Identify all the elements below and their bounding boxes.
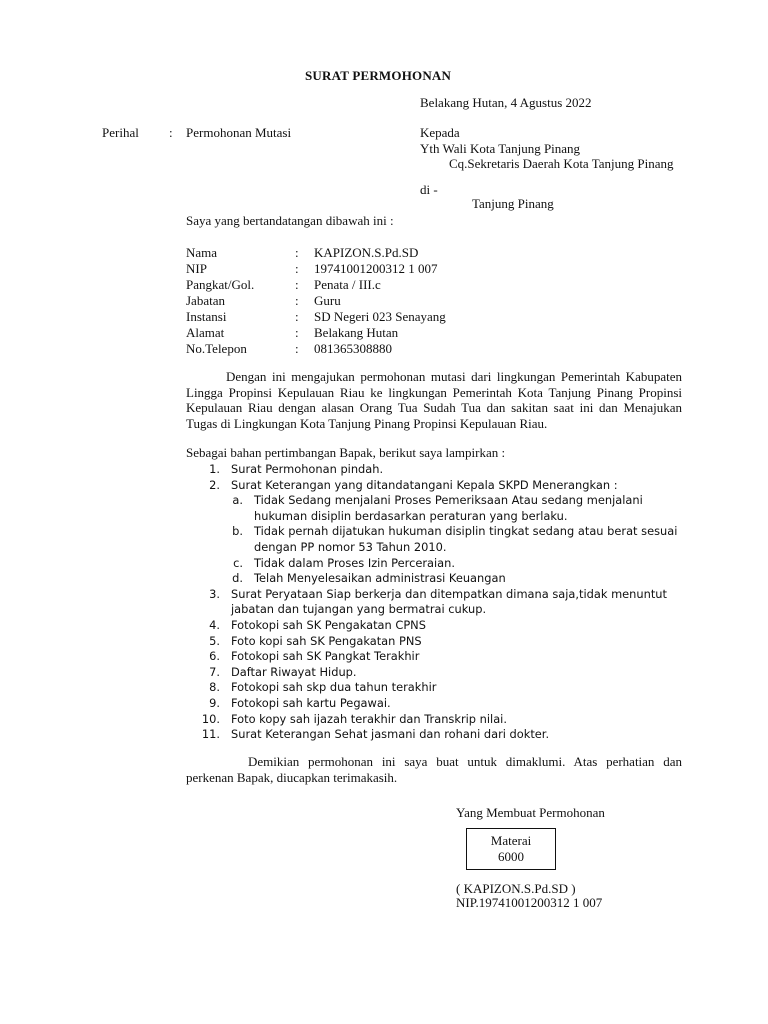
perihal-label: Perihal: [102, 125, 139, 140]
attachment-text: Fotokopi sah SK Pengakatan CPNS: [231, 618, 426, 632]
identity-value: Belakang Hutan: [314, 325, 399, 340]
attachments-intro: Sebagai bahan pertimbangan Bapak, berikut saya lampirkan :: [186, 445, 506, 460]
materai-label: Materai: [490, 833, 532, 848]
attachment-text: Fotokopi sah kartu Pegawai.: [231, 696, 391, 710]
recipient-line2: Cq.Sekretaris Daerah Kota Tanjung Pinang: [449, 156, 674, 171]
recipient-city: Tanjung Pinang: [472, 196, 554, 211]
identity-colon: :: [295, 261, 299, 276]
identity-label: NIP: [186, 261, 207, 276]
attachment-text: dengan PP nomor 53 Tahun 2010.: [254, 540, 447, 554]
closing-paragraph-text: Demikian permohonan ini saya buat untuk dimaklumi. Atas perhatian dan perkenan Bapak, diucapkan terimakasih.: [186, 754, 682, 785]
letter-title: SURAT PERMOHONAN: [305, 68, 452, 83]
intro-text: Saya yang bertandatangan dibawah ini :: [186, 213, 394, 228]
attachment-number: 11.: [201, 727, 220, 742]
attachment-number: 7.: [209, 664, 220, 679]
attachment-number: 5.: [209, 633, 220, 648]
attachment-text: hukuman disiplin berdasarkan peraturan yang berlaku.: [254, 508, 568, 523]
identity-label: Instansi: [186, 309, 227, 324]
identity-value: Guru: [314, 293, 341, 308]
identity-value: 081365308880: [314, 341, 392, 356]
attachment-number: 3.: [209, 586, 220, 601]
signer-name: ( KAPIZON.S.Pd.SD ): [456, 881, 576, 896]
attachment-sub-marker: b.: [232, 524, 243, 539]
identity-label: Nama: [186, 245, 218, 260]
recipient-line1: Yth Wali Kota Tanjung Pinang: [420, 141, 581, 156]
perihal-value: Permohonan Mutasi: [186, 125, 292, 140]
attachment-number: 8.: [209, 680, 220, 695]
identity-colon: :: [295, 245, 299, 260]
identity-value: Penata / III.c: [314, 277, 381, 292]
materai-value: 6000: [498, 849, 524, 864]
identity-label: Pangkat/Gol.: [186, 277, 255, 292]
identity-label: Alamat: [186, 325, 225, 340]
closing-paragraph: [186, 754, 682, 785]
attachment-text: Surat Peryataan Siap berkerja dan ditempatkan dimana saja,tidak menuntut: [231, 586, 667, 601]
identity-value: 19741001200312 1 007: [314, 261, 438, 276]
identity-value: KAPIZON.S.Pd.SD: [314, 245, 419, 260]
attachment-text: Fotokopi sah skp dua tahun terakhir: [231, 680, 437, 695]
attachment-text: jabatan dan tujangan yang bermatrai cukup.: [231, 602, 487, 617]
attachment-number: 6.: [209, 649, 220, 664]
identity-colon: :: [295, 341, 299, 356]
attachment-text: Surat Permohonan pindah.: [231, 462, 384, 476]
identity-label: No.Telepon: [186, 341, 247, 356]
identity-colon: :: [295, 277, 299, 292]
attachment-text: Daftar Riwayat Hidup.: [231, 664, 357, 679]
place-date: Belakang Hutan, 4 Agustus 2022: [420, 95, 592, 110]
identity-colon: :: [295, 309, 299, 324]
identity-value: SD Negeri 023 Senayang: [314, 309, 446, 324]
recipient-kepada: Kepada: [420, 125, 460, 140]
attachment-sub-marker: c.: [233, 555, 243, 570]
attachment-text: Tidak dalam Proses Izin Perceraian.: [254, 555, 456, 570]
identity-colon: :: [295, 325, 299, 340]
materai-stamp-box: [466, 828, 556, 870]
attachment-number: 4.: [209, 618, 220, 632]
recipient-di: di -: [420, 182, 438, 197]
attachment-text: Foto kopy sah ijazah terakhir dan Transkrip nilai.: [231, 711, 507, 726]
attachment-text: Foto kopi sah SK Pengakatan PNS: [231, 633, 422, 648]
attachment-text: Surat Keterangan yang ditandatangani Kepala SKPD Menerangkan :: [231, 477, 618, 492]
body-paragraph: [186, 369, 682, 431]
attachment-text: Telah Menyelesaikan administrasi Keuangan: [254, 571, 506, 586]
attachment-text: Fotokopi sah SK Pangkat Terakhir: [231, 649, 420, 664]
signature-heading: Yang Membuat Permohonan: [456, 805, 605, 820]
attachment-sub-marker: a.: [232, 493, 243, 508]
attachment-number: 2.: [209, 477, 220, 492]
attachment-number: 9.: [209, 696, 220, 710]
attachment-number: 10.: [201, 711, 220, 726]
identity-label: Jabatan: [186, 293, 225, 308]
attachment-text: Tidak Sedang menjalani Proses Pemeriksaan Atau sedang menjalani: [254, 493, 643, 508]
attachment-number: 1.: [209, 462, 220, 476]
attachment-text: Surat Keterangan Sehat jasmani dan rohani dari dokter.: [231, 727, 550, 742]
attachment-text: Tidak pernah dijatukan hukuman disiplin tingkat sedang atau berat sesuai: [254, 524, 678, 539]
body-paragraph-text: Dengan ini mengajukan permohonan mutasi dari lingkungan Pemerintah Kabupaten Lingga Propinsi Kepulauan Riau ke lingkungan Pemerintah Kota Tanjung Pinang Propinsi Kepulauan Riau dengan alasan Orang Tua Sudah Tua dan sakitan saat ini dan Menajukan Tugas di Lingkungan Kota Tanjung Pinang Propinsi Kepulauan Riau.: [186, 369, 682, 431]
attachment-sub-marker: d.: [232, 571, 243, 586]
identity-colon: :: [295, 293, 299, 308]
perihal-colon: :: [169, 125, 173, 140]
signer-nip: NIP.19741001200312 1 007: [456, 895, 603, 910]
